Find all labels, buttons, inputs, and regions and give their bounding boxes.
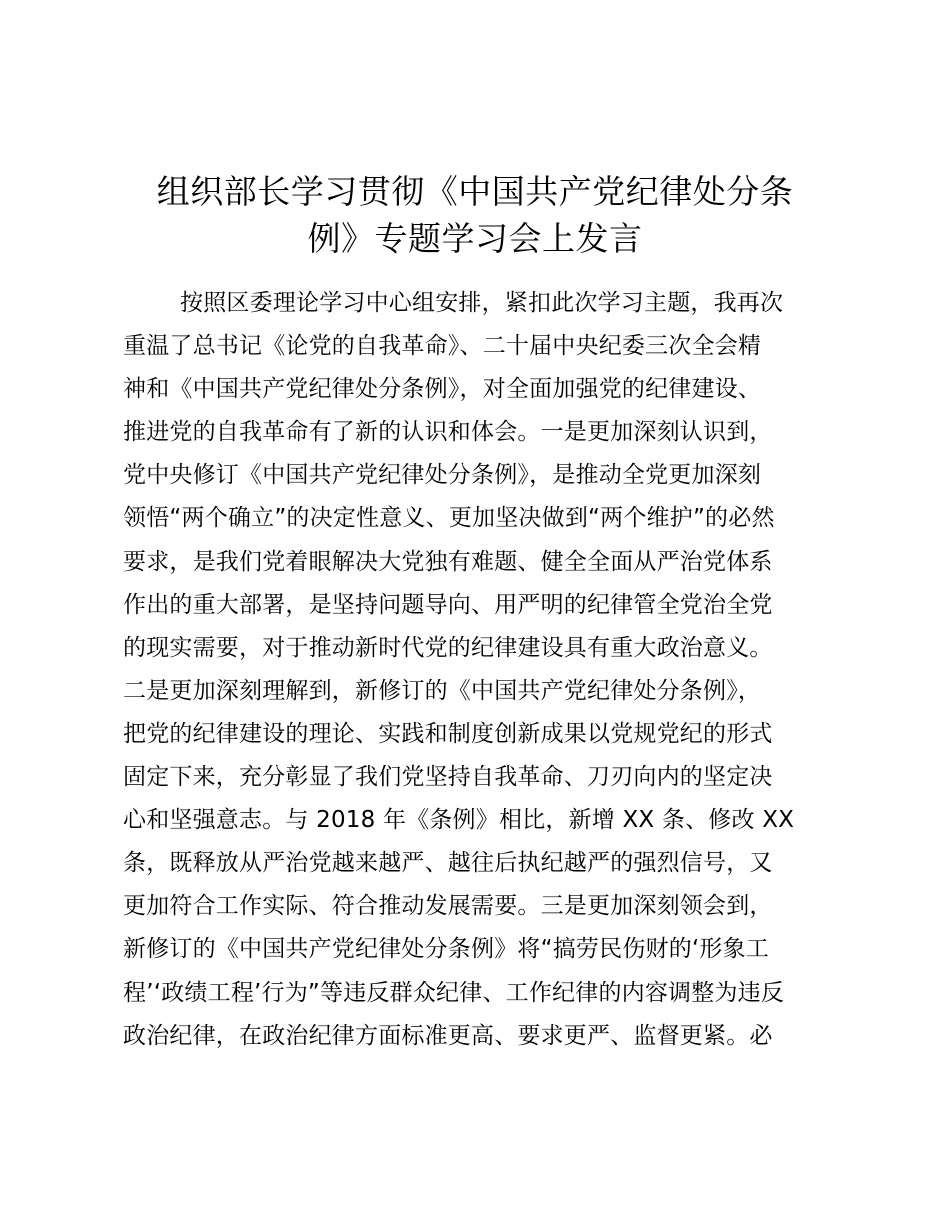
body-line-4: 推进党的自我革命有了新的认识和体会。一是更加深刻认识到，: [123, 419, 773, 446]
body-line-3: 神和《中国共产党纪律处分条例》，对全面加强党的纪律建设、: [123, 376, 762, 403]
document-body: [123, 282, 833, 1058]
title-line-1: 组织部长学习贯彻《中国共产党纪律处分条: [156, 172, 794, 211]
body-line-12: 固定下来，充分彰显了我们党坚持自我革命、刀刃向内的坚定决: [123, 764, 773, 791]
body-line-10: 二是更加深刻理解到，新修订的《中国共产党纪律处分条例》，: [123, 677, 762, 704]
body-line-16: 新修订的《中国共产党纪律处分条例》将“搞劳民伤财的‘形象工: [123, 936, 770, 963]
body-line-1: 按照区委理论学习中心组安排，紧扣此次学习主题，我再次: [180, 290, 784, 316]
body-line-2: 重温了总书记《论党的自我革命》、二十届中央纪委三次全会精: [123, 333, 762, 360]
body-line-9: 的现实需要，对于推动新时代党的纪律建设具有重大政治意义。: [123, 634, 773, 661]
body-line-6: 领悟“两个确立”的决定性意义、更加坚决做到“两个维护”的必然: [123, 505, 775, 532]
title-line-2: 例》专题学习会上发言: [307, 219, 643, 258]
document-title: [110, 168, 840, 262]
body-line-15: 更加符合工作实际、符合推动发展需要。三是更加深刻领会到，: [123, 893, 773, 920]
body-line-5: 党中央修订《中国共产党纪律处分条例》，是推动全党更加深刻: [123, 462, 762, 489]
body-line-14: 条，既释放从严治党越来越严、越往后执纪越严的强烈信号，又: [123, 850, 773, 877]
body-line-13: 心和坚强意志。与 2018 年《条例》相比，新增 XX 条、修改 XX: [123, 807, 795, 834]
body-line-18: 政治纪律，在政治纪律方面标准更高、要求更严、监督更紧。必: [123, 1022, 773, 1049]
body-line-17: 程’‘政绩工程’行为”等违反群众纪律、工作纪律的内容调整为违反: [123, 979, 785, 1006]
body-line-7: 要求，是我们党着眼解决大党独有难题、健全全面从严治党体系: [123, 548, 773, 575]
body-line-8: 作出的重大部署，是坚持问题导向、用严明的纪律管全党治全党: [123, 591, 773, 618]
body-line-11: 把党的纪律建设的理论、实践和制度创新成果以党规党纪的形式: [123, 720, 773, 747]
